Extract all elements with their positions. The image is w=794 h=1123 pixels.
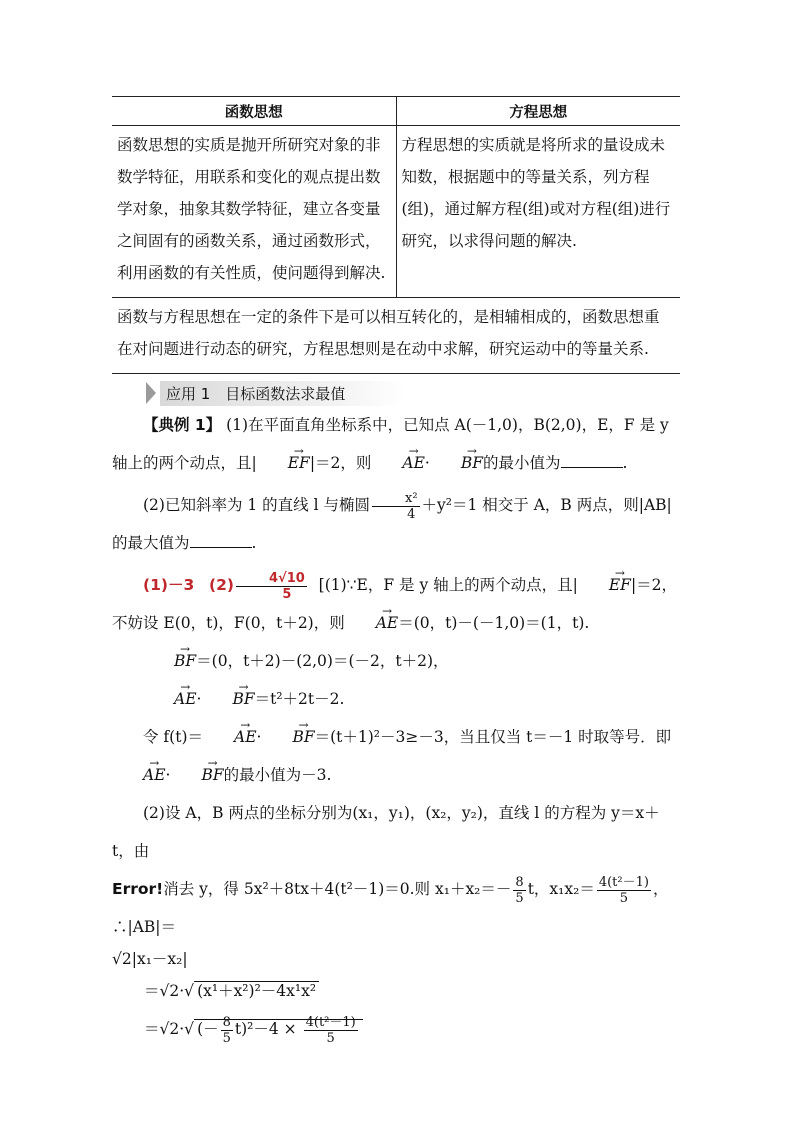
application-label: 应用 1 目标函数法求最值 bbox=[160, 381, 405, 406]
arrow-icon bbox=[146, 382, 156, 404]
function-thought-header: 函数思想 bbox=[112, 97, 396, 126]
page bbox=[112, 96, 680, 1048]
math-line-1: ＝√2·√ (x¹＋x²)²－4x¹x² bbox=[112, 972, 680, 1010]
summary-text: 函数与方程思想在一定的条件下是可以相互转化的，是相辅相成的，函数思想重在对问题进行动态的研究，方程思想则是在动中求解，研究运动中的等量关系. bbox=[112, 298, 680, 374]
error-text: Error! bbox=[112, 880, 164, 898]
example-question-2: (2)已知斜率为 1 的直线 l 与椭圆 $\frac{\text{x²}}{4}$ ＋y²＝1 相交于 A，B 两点，则|AB|的最大值为 . bbox=[112, 490, 672, 552]
solution-part-2: (2)设 A，B 两点的坐标分别为(x₁，y₁)，(x₂，y₂)，直线 l 的方程为 y＝x＋t，由 bbox=[112, 804, 660, 860]
solution-part-2-system: Error!消去 y，得 5x²＋8tx＋4(t²－1)＝0.则 x₁＋x₂＝－ $\frac{8}{5}$ t，x₁x₂＝ $\frac{\text{4(t²－1)}}{5}$ ，∴|AB|＝ bbox=[112, 874, 669, 936]
solution-line-dot: → AE·→ BF＝t²＋2t－2. bbox=[112, 680, 680, 718]
solution-line-min: 令 f(t)＝→ AE·→ BF＝(t＋1)²－3≥－3，当且仅当 t＝－1 时取等号．即→ AE·→ BF的最小值为－3. bbox=[112, 718, 680, 794]
example-question-1: 【典例 1】 (1)在平面直角坐标系中，已知点 A(－1,0)，B(2,0)，E，F 是 y 轴上的两个动点，且|→ EF|＝2，则→ AE·→ BF的最小值为 . bbox=[112, 406, 680, 482]
math-line-2: ＝√2·√ (－ $\frac{8}{5}$ t)²－4 × $\frac{\text{4(t²－1)}}{5}$ bbox=[112, 1010, 680, 1048]
function-thought-text: 函数思想的实质是抛开所研究对象的非数学特征，用联系和变化的观点提出数学对象，抽象其数学特征，建立各变量之间固有的函数关系，通过函数形式，利用函数的有关性质，使问题得到解决. bbox=[112, 126, 396, 298]
example-tag: 【典例 1】 bbox=[143, 416, 222, 434]
equation-thought-header: 方程思想 bbox=[396, 97, 680, 126]
equation-thought-text: 方程思想的实质就是将所求的量设成未知数，根据题中的等量关系，列方程(组)，通过解方程(组)或对方程(组)进行研究，以求得问题的解决. bbox=[401, 136, 671, 250]
comparison-table bbox=[112, 96, 680, 374]
answer-1: (1)－3 bbox=[143, 576, 195, 594]
answer-line-1: (1)－3 (2) $\frac{4√10}{5}$ [(1)∵E，F 是 y 轴上的两个动点，且|→ EF|＝2，不妨设 E(0，t)，F(0，t＋2)，则→ AE＝(0，t)－(－1,0)＝(1，t). bbox=[112, 566, 680, 642]
application-heading bbox=[112, 380, 680, 406]
answer-blank-1 bbox=[561, 453, 623, 468]
solution-line-bf: → BF＝(0，t＋2)－(2,0)＝(－2，t＋2)， bbox=[112, 642, 680, 680]
solution-ab-length: √2|x₁－x₂| bbox=[112, 950, 188, 968]
answer-2-fraction: $\frac{4√10}{5}$ bbox=[236, 571, 307, 602]
ellipse-fraction: $\frac{\text{x²}}{4}$ bbox=[372, 491, 420, 522]
answer-blank-2 bbox=[190, 533, 252, 548]
